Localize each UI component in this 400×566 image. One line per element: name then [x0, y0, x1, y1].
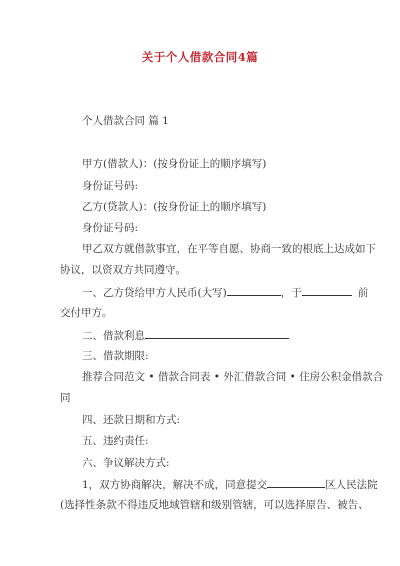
clause-1-text-c: 前 [357, 287, 369, 299]
clause-5-line: 五、违约责任: [82, 435, 149, 447]
clause-6-1-text-b: 区人民法院 [325, 479, 378, 491]
id-number-line-1: 身份证号码: [82, 180, 139, 192]
recommend-line-1: 推荐合同范文 • 借款合同表 • 外汇借款合同 • 住房公积金借款合 [82, 371, 384, 383]
clause-3-line: 三、借款期限: [82, 350, 149, 362]
clause-1-text-b: ，于 [280, 287, 302, 299]
contract-heading: 个人借款合同 篇 1 [82, 115, 169, 127]
party-b-line: 乙方(贷款人)：(按身份证上的顺序填写) [82, 201, 267, 213]
intro-paragraph-line-1: 甲乙双方就借款事宜，在平等自愿、协商一致的根底上达成如下 [82, 243, 376, 255]
clause-6-1-line-1 [82, 477, 378, 492]
amount-blank[interactable] [227, 285, 281, 296]
clause-4-line: 四、还款日期和方式: [82, 414, 181, 426]
recommend-line-2: 同 [60, 392, 71, 404]
clause-1-line-2: 交付甲方。 [60, 307, 113, 319]
clause-6-1-text-a: 1，双方协商解决，解决不成，同意提交 [82, 479, 268, 491]
interest-blank[interactable] [145, 328, 289, 339]
id-number-line-2: 身份证号码: [82, 222, 139, 234]
clause-6-line: 六、争议解决方式: [82, 457, 170, 469]
court-blank[interactable] [267, 477, 325, 488]
clause-6-1-line-2: (选择性条款不得违反地域管辖和级别管辖，可以选择原告、被告、 [60, 499, 369, 511]
clause-1-text-a: 一、乙方贷给甲方人民币(大写) [82, 287, 227, 299]
intro-paragraph-line-2: 协议，以资双方共同遵守。 [60, 264, 186, 276]
clause-2-text: 二、借款利息 [82, 330, 145, 342]
clause-1-line-1 [82, 285, 368, 300]
party-a-line: 甲方(借款人)：(按身份证上的顺序填写) [82, 158, 267, 170]
document-title: 关于个人借款合同4篇 [141, 50, 259, 64]
clause-2-line [82, 328, 289, 343]
date-blank[interactable] [302, 285, 352, 296]
